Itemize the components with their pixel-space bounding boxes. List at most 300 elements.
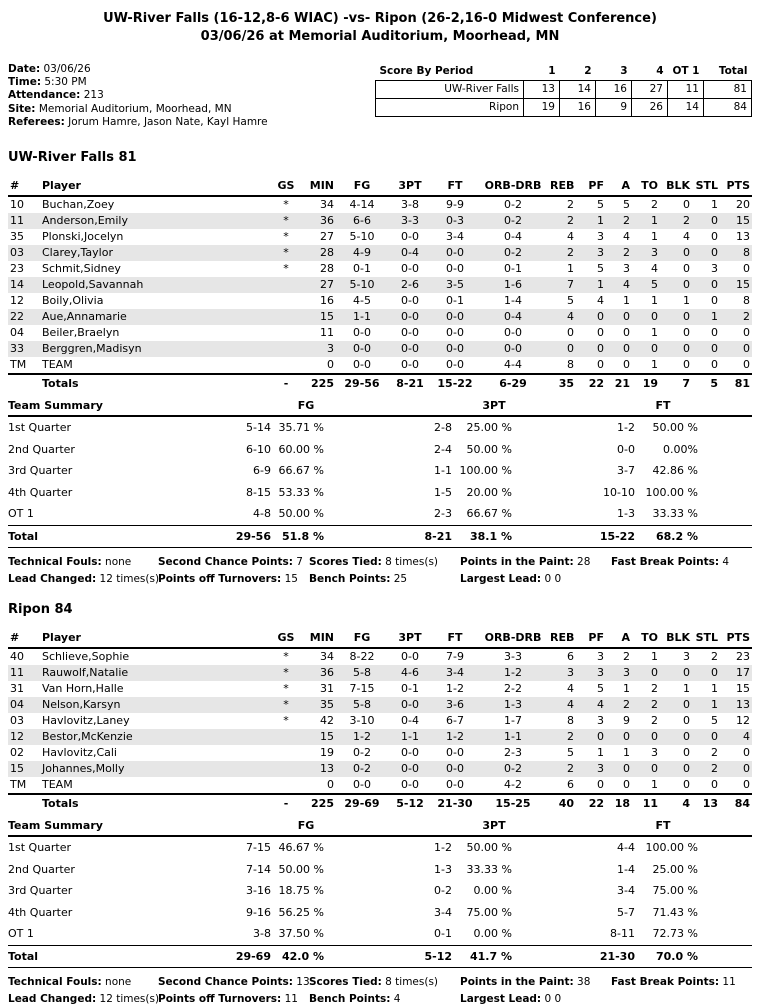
stat-gs: [272, 341, 300, 357]
summary-made-att: 1-3: [617, 507, 635, 521]
box-score-table: [8, 630, 752, 812]
summary-row-label: OT 1: [8, 927, 34, 941]
stat-to: 2: [651, 198, 658, 212]
stat-gs: *: [283, 650, 289, 664]
summary-percent: 56.25 %: [278, 905, 324, 919]
note-label: Second Chance Points:: [158, 976, 293, 989]
summary-made-att: 0-1: [434, 927, 452, 941]
summary-col-header: Team Summary: [8, 819, 103, 833]
stat-fg: 4-14: [349, 198, 375, 212]
total-gs: -: [272, 374, 300, 392]
stat-a: 1: [623, 294, 630, 308]
note: [611, 974, 752, 991]
box-col-header: 3PT: [388, 178, 432, 196]
stat-orb_drb: 2-2: [504, 682, 522, 696]
stat-ft: 0-3: [432, 213, 478, 229]
summary-made-att: 5-12: [424, 949, 452, 963]
total-blk: 7: [660, 374, 692, 392]
stat-num: 03: [10, 714, 24, 728]
stat-name: Johannes,Molly: [40, 761, 272, 777]
note-value: 28: [573, 556, 591, 569]
stat-pts: 15: [736, 682, 750, 696]
stat-orb_drb: 0-0: [504, 326, 522, 340]
stat-pf: 0: [597, 778, 604, 792]
score-head: [376, 64, 752, 81]
note: [460, 571, 611, 588]
note: [158, 554, 309, 571]
summary-stat-group: [198, 464, 324, 477]
summary-percent: 33.33 %: [652, 507, 698, 521]
stat-ft: 0-0: [446, 746, 464, 760]
summary-made-att: 8-11: [610, 927, 635, 941]
stat-ft: 3-6: [432, 697, 478, 713]
stat-gs: [272, 325, 300, 341]
note-label: Technical Fouls:: [8, 556, 102, 569]
page-subtitle: 03/06/26 at Memorial Auditorium, Moorhead, MN: [200, 29, 560, 44]
box-col-header: ORB-DRB: [478, 630, 548, 648]
team-summary: [8, 399, 752, 548]
stat-to: 5: [632, 277, 660, 293]
stat-name: Schlieve,Sophie: [42, 650, 130, 664]
summary-made-att: 2-4: [434, 442, 452, 456]
box-col-header: FG: [336, 178, 388, 196]
summary-made-att: 29-56: [235, 529, 271, 543]
stat-to: 2: [651, 714, 658, 728]
summary-stat-group: [575, 507, 698, 520]
stat-min: 3: [300, 341, 336, 357]
summary-percent: 68.2 %: [656, 529, 698, 543]
summary-col-header: FG: [297, 399, 315, 413]
score-col-header: 2: [584, 65, 592, 77]
stat-pts: 17: [720, 665, 752, 681]
summary-percent: 100.00 %: [645, 485, 698, 499]
summary-stat-group: [575, 443, 698, 456]
stat-pts: 0: [720, 761, 752, 777]
stat-name: Bestor,McKenzie: [40, 729, 272, 745]
stat-num: 03: [8, 245, 40, 261]
stat-tpt: 0-4: [388, 245, 432, 261]
score-col-header: Score By Period: [379, 65, 474, 77]
summary-made-att: 1-4: [617, 862, 635, 876]
stat-fg: 5-10: [336, 277, 388, 293]
stat-to: 1: [651, 358, 658, 372]
summary-percent: 25.00 %: [466, 421, 512, 435]
stat-gs: *: [283, 198, 289, 212]
stat-num: 35: [10, 230, 24, 244]
box-col-header: Player: [40, 178, 272, 196]
stat-name: Havlovitz,Cali: [42, 746, 117, 760]
total-stl: 5: [692, 374, 720, 392]
stat-fg: 1-1: [336, 309, 388, 325]
note-value: 0 0: [541, 573, 562, 586]
summary-percent: 100.00 %: [645, 841, 698, 855]
total-blk: 4: [660, 794, 692, 812]
team-heading: Ripon 84: [8, 602, 73, 618]
stat-fg: 1-2: [336, 729, 388, 745]
note: [611, 554, 752, 571]
stat-pts: 0: [743, 778, 750, 792]
stat-tpt: 0-4: [401, 714, 419, 728]
box-col-header: PTS: [720, 630, 752, 648]
stat-tpt: 0-1: [401, 682, 419, 696]
summary-stat-group: [392, 841, 512, 854]
stat-num: TM: [10, 778, 27, 792]
summary-percent: 75.00 %: [466, 905, 512, 919]
stat-stl: 0: [711, 778, 718, 792]
stat-stl: 2: [711, 746, 718, 760]
player-row: [8, 777, 752, 794]
stat-pts: 15: [720, 213, 752, 229]
stat-pts: 0: [743, 358, 750, 372]
stat-num: 33: [8, 341, 40, 357]
stat-num: 11: [8, 665, 40, 681]
box-col-header: FT: [432, 630, 478, 648]
game-info-value: 5:30 PM: [41, 76, 87, 89]
stat-blk: 0: [683, 778, 690, 792]
stat-a: 2: [606, 213, 632, 229]
game-info-line: [8, 63, 268, 76]
note-label: Points off Turnovers:: [158, 573, 282, 586]
summary-made-att: 5-7: [617, 905, 635, 919]
summary-stat-group: [392, 863, 512, 876]
stat-reb: 3: [548, 665, 576, 681]
summary-col-header: FT: [655, 819, 671, 833]
stat-pts: 0: [743, 326, 750, 340]
stat-fg: 0-0: [336, 341, 388, 357]
stat-stl: 0: [692, 213, 720, 229]
note-label: Scores Tied:: [309, 976, 382, 989]
game-info-label: Date:: [8, 63, 41, 75]
score-period-value: 13: [524, 81, 560, 99]
stat-reb: 4: [548, 309, 576, 325]
summary-stat-group: [575, 841, 698, 854]
stat-num: 10: [10, 198, 24, 212]
player-row: [8, 245, 752, 261]
box-col-header: #: [8, 178, 40, 196]
summary-row: [8, 460, 752, 482]
summary-row-label: 4th Quarter: [8, 905, 73, 919]
stat-orb_drb: 4-2: [504, 778, 522, 792]
summary-made-att: 8-15: [246, 485, 271, 499]
note: [8, 554, 158, 571]
summary-made-att: 4-8: [253, 507, 271, 521]
stat-reb: 5: [567, 294, 574, 308]
summary-stat-group: [575, 906, 698, 919]
summary-stat-group: [392, 884, 512, 897]
total-fg: 29-56: [336, 374, 388, 392]
stat-orb_drb: 0-1: [504, 262, 522, 276]
stat-stl: 0: [692, 277, 720, 293]
stat-a: 4: [606, 277, 632, 293]
note-value: 12 times(s): [96, 993, 160, 1006]
stat-name: Buchan,Zoey: [42, 198, 115, 212]
summary-stat-group: [198, 443, 324, 456]
stat-min: 0: [327, 358, 334, 372]
summary-percent: 71.43 %: [652, 905, 698, 919]
teams: [8, 150, 752, 1008]
score-row: [376, 81, 752, 99]
stat-min: 28: [320, 262, 334, 276]
box-col-header: BLK: [660, 630, 692, 648]
stat-ft: 0-0: [446, 326, 464, 340]
stat-num: 31: [10, 682, 24, 696]
stat-a: 2: [606, 245, 632, 261]
player-row: [8, 745, 752, 761]
stat-pts: 0: [743, 262, 750, 276]
stat-stl: 0: [711, 326, 718, 340]
score-col-header: 3: [620, 65, 628, 77]
stat-orb_drb: 1-7: [504, 714, 522, 728]
summary-made-att: 1-1: [434, 464, 452, 478]
note-label: Scores Tied:: [309, 556, 382, 569]
summary-stat-group: [198, 507, 324, 520]
game-info-line: [8, 76, 268, 89]
note-label: Bench Points:: [309, 993, 391, 1006]
note-label: Bench Points:: [309, 573, 391, 586]
stat-pf: 4: [576, 697, 606, 713]
stat-tpt: 1-1: [388, 729, 432, 745]
note: [460, 991, 611, 1008]
stat-stl: 0: [692, 729, 720, 745]
summary-stat-group: [198, 486, 324, 499]
totals-row: [8, 794, 752, 812]
total-a: 21: [606, 374, 632, 392]
summary-percent: 51.8 %: [282, 529, 324, 543]
box-col-header: STL: [692, 178, 720, 196]
note-label: Lead Changed:: [8, 573, 97, 586]
note-label: Second Chance Points:: [158, 556, 293, 569]
summary-made-att: 10-10: [603, 485, 635, 499]
stat-tpt: 0-0: [401, 746, 419, 760]
stat-ft: 0-0: [446, 358, 464, 372]
summary-stat-group: [575, 421, 698, 434]
summary-stat-group: [198, 884, 324, 897]
score-period-value: 9: [596, 99, 632, 117]
stat-orb_drb: 0-2: [478, 245, 548, 261]
summary-row-label: 1st Quarter: [8, 841, 72, 855]
stat-ft: 3-5: [432, 277, 478, 293]
stat-orb_drb: 2-3: [504, 746, 522, 760]
summary-made-att: 7-15: [246, 841, 271, 855]
stat-blk: 4: [683, 230, 690, 244]
total-tpt: 5-12: [388, 794, 432, 812]
stat-pf: 5: [597, 682, 604, 696]
player-row: [8, 648, 752, 665]
player-row: [8, 713, 752, 729]
stat-gs: [272, 745, 300, 761]
box-col-header: MIN: [300, 178, 336, 196]
summary-row: [8, 837, 752, 859]
player-row: [8, 357, 752, 374]
stat-to: 0: [632, 761, 660, 777]
stat-num: 04: [10, 326, 24, 340]
stat-stl: 1: [692, 309, 720, 325]
summary-percent: 38.1 %: [470, 529, 512, 543]
stat-gs: [272, 277, 300, 293]
stat-pts: 0: [720, 341, 752, 357]
summary-percent: 0.00%: [663, 442, 698, 456]
note-value: 13: [292, 976, 310, 989]
note-value: none: [101, 556, 132, 569]
total-reb: 40: [548, 794, 576, 812]
summary-made-att: 3-7: [617, 464, 635, 478]
summary-made-att: 3-4: [434, 905, 452, 919]
score-period-value: 11: [668, 81, 704, 99]
stat-num: 40: [10, 650, 24, 664]
total-min: 225: [300, 374, 336, 392]
player-row: [8, 325, 752, 341]
summary-percent: 18.75 %: [278, 884, 324, 898]
note-value: 0 0: [541, 993, 562, 1006]
box-col-header: FT: [432, 178, 478, 196]
summary-stat-group: [198, 421, 324, 434]
stat-blk: 0: [683, 262, 690, 276]
stat-blk: 0: [660, 341, 692, 357]
stat-orb_drb: 0-4: [504, 230, 522, 244]
stat-min: 28: [300, 245, 336, 261]
game-info-value: Jorum Hamre, Jason Nate, Kayl Hamre: [64, 115, 268, 128]
stat-name: Nelson,Karsyn: [40, 697, 272, 713]
stat-blk: 0: [683, 714, 690, 728]
stat-ft: 0-0: [446, 778, 464, 792]
score-period-value: 16: [560, 99, 596, 117]
stat-name: Plonski,Jocelyn: [42, 230, 124, 244]
summary-made-att: 1-2: [617, 421, 635, 435]
total-ft: 21-30: [432, 794, 478, 812]
note-label: Points in the Paint:: [460, 556, 574, 569]
game-info-value: Memorial Auditorium, Moorhead, MN: [35, 102, 232, 115]
stat-reb: 0: [548, 341, 576, 357]
stat-blk: 2: [660, 213, 692, 229]
summary-made-att: 5-14: [246, 421, 271, 435]
summary-made-att: 3-8: [253, 927, 271, 941]
stat-ft: 0-0: [432, 761, 478, 777]
stat-blk: 0: [660, 729, 692, 745]
summary-row: [8, 880, 752, 902]
notes-row: [8, 974, 752, 991]
summary-row: [8, 525, 752, 549]
stat-reb: 2: [548, 245, 576, 261]
summary-stat-group: [198, 841, 324, 854]
stat-reb: 1: [567, 262, 574, 276]
stat-pts: 0: [743, 746, 750, 760]
player-row: [8, 309, 752, 325]
stat-gs: *: [272, 665, 300, 681]
team-heading: UW-River Falls 81: [8, 150, 137, 166]
stat-pf: 1: [597, 746, 604, 760]
stat-ft: 0-0: [446, 262, 464, 276]
summary-col-header: 3PT: [482, 819, 506, 833]
summary-made-att: 8-21: [424, 529, 452, 543]
box-col-header: TO: [632, 178, 660, 196]
stat-name: Clarey,Taylor: [40, 245, 272, 261]
summary-col-header: Team Summary: [8, 399, 103, 413]
box-col-header: STL: [692, 630, 720, 648]
summary-row: [8, 859, 752, 881]
player-row: [8, 697, 752, 713]
box-col-header: #: [8, 630, 40, 648]
summary-made-att: 3-16: [246, 884, 271, 898]
stat-to: 0: [632, 729, 660, 745]
team-notes: [8, 974, 752, 1008]
stat-pf: 3: [576, 761, 606, 777]
note: [309, 571, 460, 588]
stat-reb: 2: [548, 213, 576, 229]
stat-stl: 1: [692, 697, 720, 713]
summary-percent: 42.86 %: [652, 464, 698, 478]
player-row: [8, 341, 752, 357]
summary-percent: 70.0 %: [656, 949, 698, 963]
score-period-value: 19: [524, 99, 560, 117]
summary-percent: 50.00 %: [278, 507, 324, 521]
stat-to: 4: [651, 262, 658, 276]
stat-fg: 0-0: [353, 326, 371, 340]
score-by-period: [375, 64, 752, 117]
note-label: Technical Fouls:: [8, 976, 102, 989]
stat-stl: 0: [711, 230, 718, 244]
stat-tpt: 0-0: [388, 341, 432, 357]
stat-num: TM: [10, 358, 27, 372]
game-info-line: [8, 103, 268, 116]
total-ft: 15-22: [432, 374, 478, 392]
stat-stl: 2: [711, 650, 718, 664]
summary-made-att: 9-16: [246, 905, 271, 919]
total-stl: 13: [692, 794, 720, 812]
stat-blk: 0: [660, 697, 692, 713]
stat-a: 2: [623, 650, 630, 664]
summary-row-label: Total: [8, 949, 39, 963]
score-team-name: UW-River Falls: [376, 81, 524, 99]
summary-row-label: 2nd Quarter: [8, 862, 75, 876]
total-orb_drb: 15-25: [478, 794, 548, 812]
stat-to: 1: [651, 650, 658, 664]
stat-a: 1: [623, 682, 630, 696]
stat-num: 12: [8, 729, 40, 745]
score-period-value: 16: [596, 81, 632, 99]
summary-percent: 20.00 %: [466, 485, 512, 499]
stat-min: 15: [300, 309, 336, 325]
stat-fg: 6-6: [336, 213, 388, 229]
stat-pts: 13: [736, 230, 750, 244]
stat-gs: [272, 293, 300, 309]
stat-ft: 9-9: [446, 198, 464, 212]
stat-pts: 23: [736, 650, 750, 664]
total-fg: 29-69: [336, 794, 388, 812]
player-row: [8, 277, 752, 293]
summary-row-label: Total: [8, 529, 39, 543]
stat-a: 2: [606, 697, 632, 713]
note-value: 4: [390, 993, 401, 1006]
stat-ft: 0-0: [432, 309, 478, 325]
box-col-header: REB: [548, 630, 576, 648]
notes-row: [8, 571, 752, 588]
summary-made-att: 21-30: [599, 949, 635, 963]
summary-made-att: 7-14: [246, 862, 271, 876]
box-col-header: Player: [40, 630, 272, 648]
summary-stat-group: [392, 443, 512, 456]
note: [158, 991, 309, 1008]
summary-made-att: 2-3: [434, 507, 452, 521]
box-col-header: PF: [576, 630, 606, 648]
summary-percent: 50.00 %: [652, 421, 698, 435]
summary-row-label: 3rd Quarter: [8, 464, 73, 478]
summary-percent: 50.00 %: [466, 442, 512, 456]
summary-col-header: FG: [297, 819, 315, 833]
summary-percent: 66.67 %: [278, 464, 324, 478]
stat-stl: 0: [711, 294, 718, 308]
summary-stat-group: [575, 950, 698, 963]
stat-gs: [272, 357, 300, 374]
